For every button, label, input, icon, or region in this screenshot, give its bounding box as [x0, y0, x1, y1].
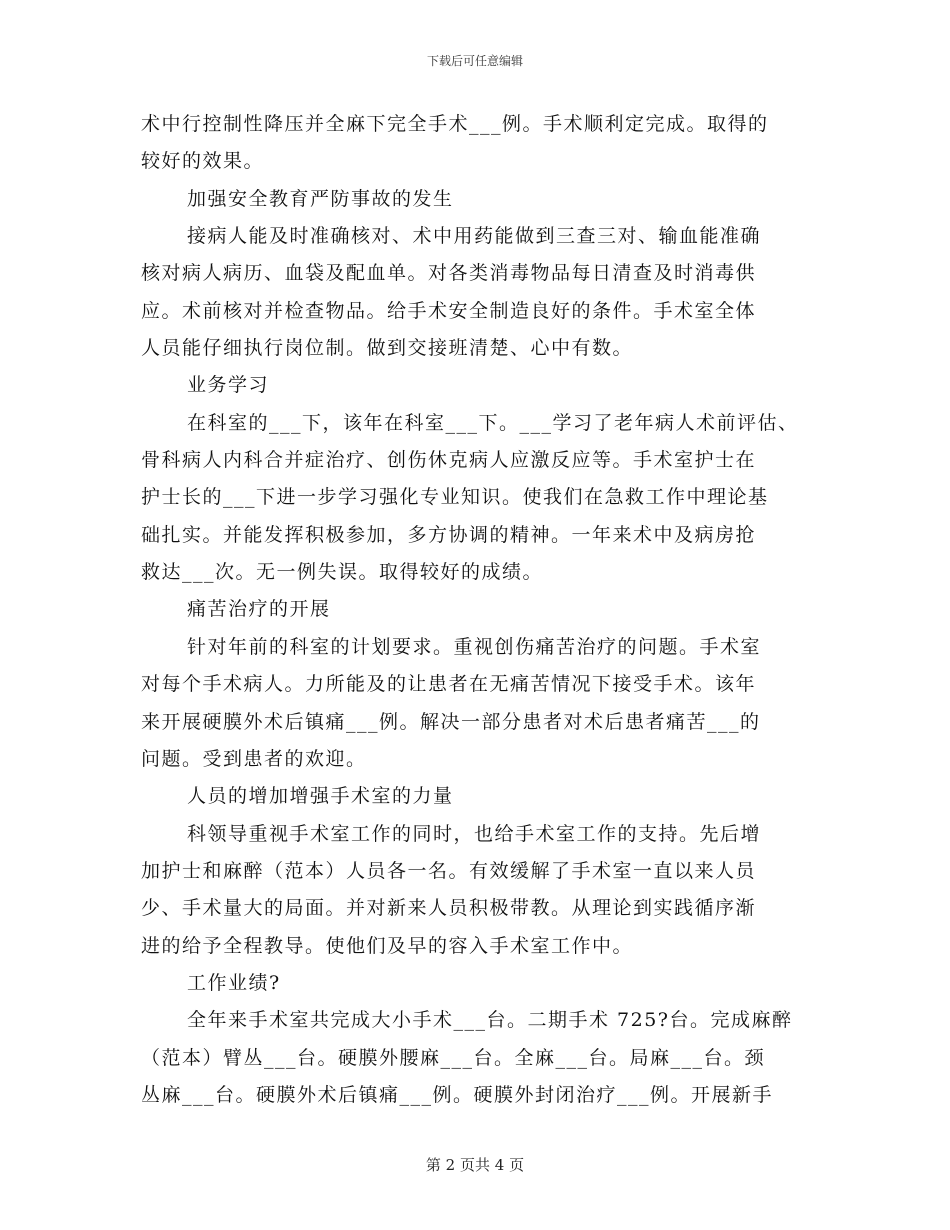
section-heading: 业务学习 — [187, 374, 270, 397]
body-line: 骨科病人内科合并症治疗、创伤休克病人应激反应等。手术室护士在 — [141, 449, 757, 472]
body-line: 接病人能及时准确核对、术中用药能做到三查三对、输血能准确 — [187, 225, 762, 248]
section-heading: 人员的增加增强手术室的力量 — [187, 785, 454, 808]
page-footer: 第 2 页共 4 页 — [425, 1156, 525, 1174]
body-line: 较好的效果。 — [141, 150, 265, 173]
body-line: 核对病人病历、血袋及配血单。对各类消毒物品每日清查及时消毒供 — [141, 262, 757, 285]
body-line: 少、手术量大的局面。并对新来人员积极带教。从理论到实践循序渐 — [141, 897, 757, 920]
body-line: 丛麻___台。硬膜外术后镇痛___例。硬膜外封闭治疗___例。开展新手 — [141, 1083, 774, 1106]
body-line: 对每个手术病人。力所能及的让患者在无痛苦情况下接受手术。该年 — [141, 673, 757, 696]
body-line: 问题。受到患者的欢迎。 — [141, 747, 367, 770]
body-line: 加护士和麻醉（范本）人员各一名。有效缓解了手术室一直以来人员 — [141, 859, 757, 882]
body-line: 进的给予全程教导。使他们及早的容入手术室工作中。 — [141, 934, 634, 957]
body-line: 全年来手术室共完成大小手术___台。二期手术 725?台。完成麻醉 — [187, 1009, 793, 1032]
body-line: 救达___次。无一例失误。取得较好的成绩。 — [141, 561, 544, 584]
body-line: （范本）臂丛___台。硬膜外腰麻___台。全麻___台。局麻___台。颈 — [141, 1046, 766, 1069]
page-header: 下载后可任意编辑 — [426, 54, 523, 68]
body-line: 人员能仔细执行岗位制。做到交接班清楚、心中有数。 — [141, 337, 634, 360]
body-line: 针对年前的科室的计划要求。重视创伤痛苦治疗的问题。手术室 — [187, 635, 762, 658]
section-heading: 加强安全教育严防事故的发生 — [187, 187, 454, 210]
body-line: 护士长的___下进一步学习强化专业知识。使我们在急救工作中理论基 — [141, 486, 769, 509]
body-line: 来开展硬膜外术后镇痛___例。解决一部分患者对术后患者痛苦___的 — [141, 710, 761, 733]
document-body — [141, 106, 831, 1114]
body-line: 术中行控制性降压并全麻下完全手术___例。手术顺利定完成。取得的 — [141, 113, 769, 135]
body-line: 应。术前核对并检查物品。给手术安全制造良好的条件。手术室全体 — [141, 299, 757, 322]
section-heading: 工作业绩? — [187, 971, 281, 994]
body-line: 科领导重视手术室工作的同时，也给手术室工作的支持。先后增 — [187, 822, 762, 845]
body-line: 础扎实。并能发挥积极参加，多方协调的精神。一年来术中及病房抢 — [141, 523, 757, 546]
section-heading: 痛苦治疗的开展 — [187, 598, 331, 621]
body-line: 在科室的___下，该年在科室___下。___学习了老年病人术前评估、 — [187, 411, 799, 434]
